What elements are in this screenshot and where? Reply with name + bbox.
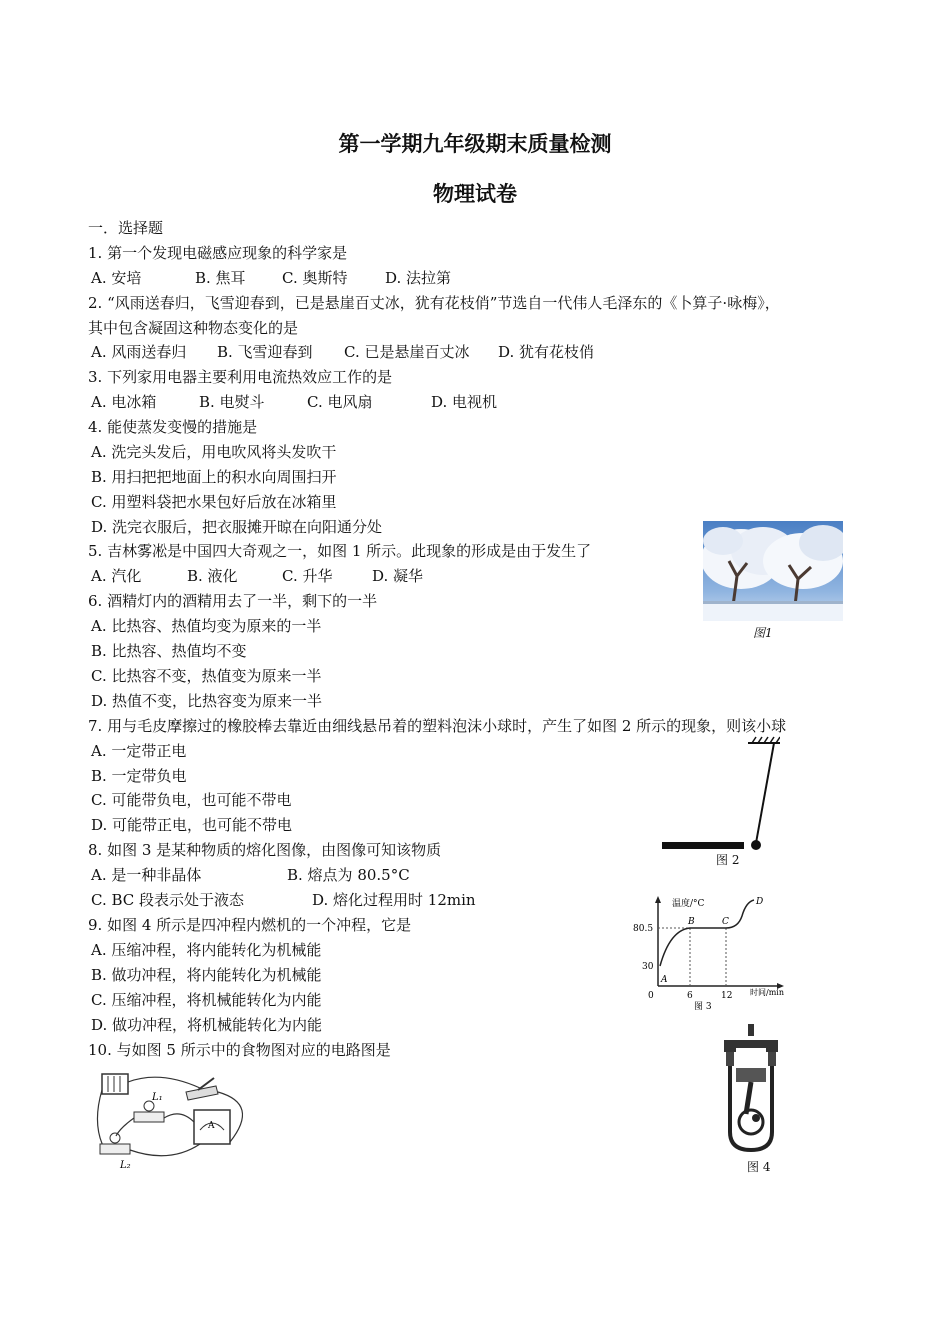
origin-label: 0 (648, 991, 654, 1001)
q2-option-c: C. 已是悬崖百丈冰 (344, 343, 470, 361)
figure-4-engine-stroke-diagram (716, 1022, 786, 1162)
question-8-stem: 8. 如图 3 是某种物质的熔化图像，由图像可知该物质 (88, 841, 442, 859)
q6-option-d: D. 热值不变，比热容变为原来一半 (91, 692, 323, 710)
q2-option-b: B. 飞雪迎春到 (217, 343, 313, 361)
figure-3-melting-graph (630, 892, 800, 1012)
y-tick-80-5: 80.5 (633, 924, 654, 934)
q8-option-b: B. 熔点为 80.5°C (287, 866, 410, 884)
lamp-l2-base (100, 1144, 130, 1154)
q4-option-a: A. 洗完头发后，用电吹风将头发吹干 (91, 443, 337, 461)
q8-option-d: D. 熔化过程用时 12min (312, 891, 476, 909)
lamp-l1-base (134, 1112, 164, 1122)
q3-option-b: B. 电熨斗 (199, 393, 265, 411)
y-tick-30: 30 (642, 962, 654, 972)
q3-option-c: C. 电风扇 (307, 393, 373, 411)
ammeter-label: A (208, 1121, 215, 1131)
q8-option-a: A. 是一种非晶体 (91, 866, 202, 884)
q9-option-b: B. 做功冲程，将内能转化为机械能 (91, 966, 322, 984)
q4-option-d: D. 洗完衣服后，把衣服摊开晾在向阳通分处 (91, 518, 383, 536)
y-axis-arrow (655, 896, 661, 903)
q5-option-c: C. 升华 (282, 567, 333, 585)
q6-option-b: B. 比热容、热值均不变 (91, 642, 247, 660)
question-2-stem-line1: 2. “风雨送春归，飞雪迎春到，已是悬崖百丈冰，犹有花枝俏”节选自一代伟人毛泽东的《卜算子·咏梅》， (88, 294, 780, 312)
q3-option-d: D. 电视机 (431, 393, 498, 411)
battery-box (102, 1074, 128, 1094)
section-heading: 一．选择题 (88, 219, 164, 237)
point-d-label: D (756, 897, 764, 907)
q8-option-c: C. BC 段表示处于液态 (91, 891, 245, 909)
q7-option-c: C. 可能带负电，也可能不带电 (91, 791, 292, 809)
y-axis-label: 温度/°C (672, 899, 705, 909)
q9-option-c: C. 压缩冲程，将机械能转化为内能 (91, 991, 322, 1009)
figure-2-charged-ball-diagram (660, 735, 780, 855)
question-6-stem: 6. 酒精灯内的酒精用去了一半，剩下的一半 (88, 592, 378, 610)
x-tick-6: 6 (687, 991, 693, 1001)
x-axis-label: 时间/min (750, 988, 784, 997)
q9-option-a: A. 压缩冲程，将内能转化为机械能 (91, 941, 322, 959)
q7-option-d: D. 可能带正电，也可能不带电 (91, 816, 293, 834)
point-a-label: A (661, 975, 668, 985)
figure-1-caption: 图1 (753, 626, 773, 640)
q6-option-a: A. 比热容、热值均变为原来的一半 (91, 617, 322, 635)
q1-option-c: C. 奥斯特 (282, 269, 348, 287)
page-subtitle: 物理试卷 (433, 182, 517, 206)
question-10-stem: 10. 与如图 5 所示中的食物图对应的电路图是 (88, 1041, 391, 1059)
q1-option-b: B. 焦耳 (195, 269, 246, 287)
x-tick-12: 12 (721, 991, 733, 1001)
q1-option-d: D. 法拉第 (385, 269, 452, 287)
question-4-stem: 4. 能使蒸发变慢的措施是 (88, 418, 258, 436)
figure-5-circuit-photo (90, 1064, 265, 1174)
q7-option-b: B. 一定带负电 (91, 767, 187, 785)
lamp-l1-label: L₁ (152, 1092, 163, 1103)
melting-curve (660, 900, 754, 966)
question-5-stem: 5. 吉林雾凇是中国四大奇观之一，如图 1 所示。此现象的形成是由于发生了 (88, 542, 592, 560)
point-c-label: C (722, 917, 729, 927)
q5-option-b: B. 液化 (187, 567, 238, 585)
lamp-l2-label: L₂ (120, 1160, 131, 1171)
question-7-stem: 7. 用与毛皮摩擦过的橡胶棒去靠近由细线悬吊着的塑料泡沫小球时，产生了如图 2 所示的现象，则该小球 (88, 717, 787, 735)
q6-option-c: C. 比热容不变，热值变为原来一半 (91, 667, 322, 685)
q4-option-c: C. 用塑料袋把水果包好后放在冰箱里 (91, 493, 337, 511)
q4-option-b: B. 用扫把把地面上的积水向周围扫开 (91, 468, 337, 486)
figure-4-caption: 图 4 (747, 1160, 771, 1174)
q2-option-a: A. 风雨送春归 (91, 343, 187, 361)
point-b-label: B (688, 917, 695, 927)
q3-option-a: A. 电冰箱 (91, 393, 157, 411)
question-9-stem: 9. 如图 4 所示是四冲程内燃机的一个冲程，它是 (88, 916, 412, 934)
q1-option-a: A. 安培 (91, 269, 142, 287)
figure-1-rime-trees-image (703, 521, 843, 621)
question-3-stem: 3. 下列家用电器主要利用电流热效应工作的是 (88, 368, 393, 386)
q5-option-d: D. 凝华 (372, 567, 424, 585)
q2-option-d: D. 犹有花枝俏 (498, 343, 595, 361)
q7-option-a: A. 一定带正电 (91, 742, 187, 760)
question-2-stem-line2: 其中包含凝固这种物态变化的是 (88, 319, 299, 337)
q5-option-a: A. 汽化 (91, 567, 142, 585)
page-title: 第一学期九年级期末质量检测 (338, 132, 612, 156)
figure-3-caption: 图 3 (694, 1002, 712, 1012)
q9-option-d: D. 做功冲程，将机械能转化为内能 (91, 1016, 323, 1034)
question-1-stem: 1. 第一个发现电磁感应现象的科学家是 (88, 244, 348, 262)
figure-2-caption: 图 2 (716, 853, 740, 867)
